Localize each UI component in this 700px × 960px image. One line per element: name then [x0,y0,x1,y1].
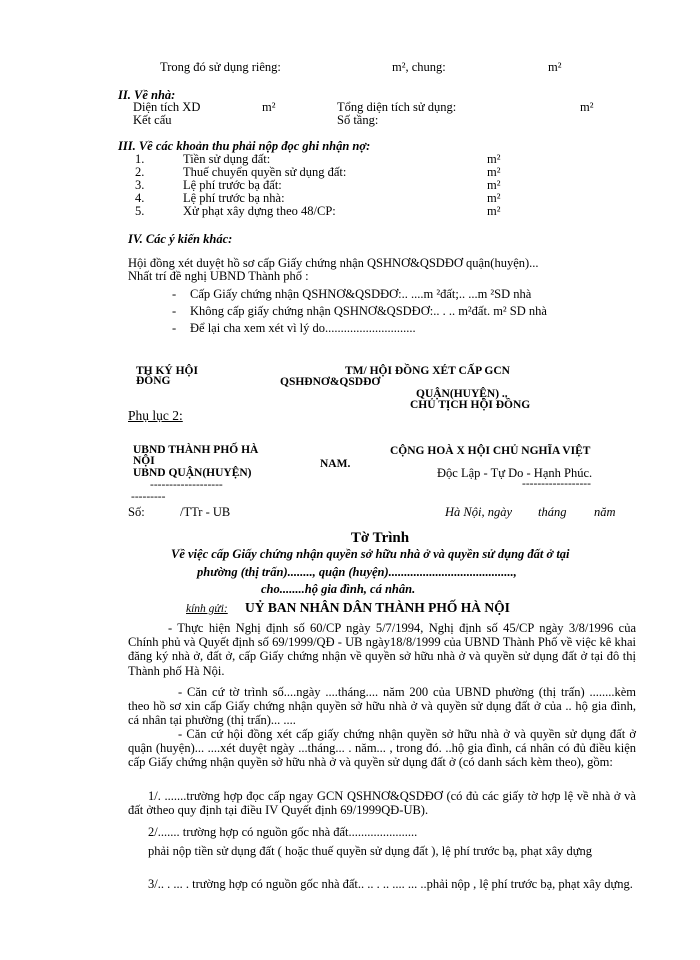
section-iii-heading: III. Về các khoản thu phải nộp đọc ghi nhận nợ: [118,139,371,153]
paragraph-case-3: 3/.. . ... . trường hợp có nguồn gốc nhà đất.. .. . .. .... ... ..phải nộp , lệ phí trước bạ, phạt xây dựng. [148,877,633,891]
doc-number-suffix: /TTr - UB [180,505,231,519]
unit-m2: m² [487,152,501,166]
bullet-dash: - [172,304,177,318]
issuer-name: UBND THÀNH PHỐ HÀ [133,444,259,456]
item-number: 2. [135,165,145,179]
separator: ------------------ [522,478,591,490]
unit-m2: m² [487,191,501,205]
floors-label: Số tầng: [337,113,379,127]
structure-label: Kết cấu [133,113,172,127]
private-use-label: Trong đó sử dụng riêng: [160,60,281,74]
built-area-label: Diện tích XD [133,100,201,114]
secretary-title-2: ĐỒNG [136,375,171,387]
paragraph-council: - Căn cứ hội đồng xét cấp giấy chứng nhận quyền sở hữu nhà ở và quyền sử dụng đất ở quận (huyện)... ....xét duyệt ngày ...tháng... . năm... , trong đó. ..hộ gia đình, cá nhân có đủ điều kiện cấp Giấy chứng nhận quyền sở hữu nhà ở và quyền sử dụng đất ở (có danh sách kèm theo), gồm: [128,727,636,770]
shared-use-label: m², chung: [392,60,446,74]
subject-line-2: phường (thị trấn)........, quận (huyện)........................................, [197,565,517,579]
item-number: 4. [135,191,145,205]
bullet-dash: - [172,287,177,301]
unit-m2: m² [487,178,501,192]
unit-m2: m² [487,165,501,179]
appendix-heading: Phụ lục 2: [128,408,183,423]
item-label: Lệ phí trước bạ nhà: [183,191,285,205]
separator: ------------------- [150,479,223,491]
option-grant: Cấp Giấy chứng nhận QSHNƠ&QSDĐƠ:.. ....m ²đất;.. ...m ²SD nhà [190,287,532,301]
unit-m2: m² [262,100,276,114]
section-ii-heading: II. Về nhà: [118,88,176,102]
council-chair-title-2: QSHĐNƠ&QSDĐƠ [280,376,381,388]
paragraph-legal-basis: - Thực hiện Nghị định số 60/CP ngày 5/7/1994, Nghị định số 45/CP ngày 3/8/1996 của Chính phủ và Quyết định số 69/1999/QĐ - UB ngày18/8/1999 của UBND Thành Phố về việc kê khai đăng ký nhà ở, đất ở, cấp Giấy chứng nhận về quyền sở hữu nhà ở và quyền sử dụng đất ở tại đô thị Thành phố Hà Nội. [128,621,636,678]
paragraph-submission: - Căn cứ tờ trình số....ngày ....tháng.... năm 200 của UBND phường (thị trấn) ........kèm theo hồ sơ xin cấp Giấy chứng nhận quyền sở hữu nhà ở và quyền sử dụng đất ở của .. hộ gia đình, cá nhân tại phường (thị trấn)... .... [128,685,636,728]
option-deny: Không cấp giấy chứng nhận QSHNƠ&QSDĐƠ:.. . .. m²đất. m² SD nhà [190,304,547,318]
council-line: Hội đồng xét duyệt hồ sơ cấp Giấy chứng nhận QSHNƠ&QSDĐƠ quận(huyện)... [128,256,539,270]
option-defer: Để lại cha xem xét vì lý do............................. [190,321,416,335]
subject-line-1: Về việc cấp Giấy chứng nhận quyền sở hữu nhà ở và quyền sử dụng đất ở tại [171,547,570,561]
council-chair-title-4: CHỦ TỊCH HỘI ĐỒNG [410,399,531,411]
unit-m2: m² [548,60,562,74]
item-number: 1. [135,152,145,166]
addressee-label: kính gửi: [186,603,228,615]
council-chair-title: TM/ HỘI ĐỒNG XÉT CẤP GCN [345,365,510,377]
unit-m2: m² [487,204,501,218]
separator: --------- [131,491,166,503]
doc-number-label: Số: [128,505,145,519]
item-label: Thuế chuyển quyền sử dụng đất: [183,165,347,179]
paragraph-case-2-detail: phải nộp tiền sử dụng đất ( hoặc thuế quyền sử dụng đất ), lệ phí trước bạ, phạt xây dựng [148,844,593,858]
paragraph-case-2: 2/....... trường hợp có nguồn gốc nhà đất...................... [148,825,418,839]
paragraph-case-1: 1/. .......trường hợp đọc cấp ngay GCN QSHNƠ&QSDĐƠ (có đủ các giấy tờ hợp lệ về nhà ở và đất ởtheo quy định tại điều IV Quyết định 69/1999QĐ-UB). [128,789,636,818]
section-iv-heading: IV. Các ý kiến khác: [128,232,233,246]
item-label: Xử phạt xây dựng theo 48/CP: [183,204,336,218]
date-month: tháng [538,505,567,519]
nation-motto: Độc Lập - Tự Do - Hạnh Phúc. [437,466,593,480]
date-place: Hà Nội, ngày [445,505,513,519]
item-label: Tiền sử dụng đất: [183,152,271,166]
item-number: 3. [135,178,145,192]
agree-line: Nhất trí đề nghị UBND Thành phố : [128,269,309,283]
unit-m2: m² [580,100,594,114]
secretary-title: TH KÝ HỘI [136,365,198,377]
date-year: năm [594,505,616,519]
bullet-dash: - [172,321,177,335]
council-chair-title-3: QUẬN(HUYỆN) .. [416,388,508,400]
issuer-district: UBND QUẬN(HUYỆN) [133,467,252,479]
document-title: Tờ Trình [350,530,410,546]
item-label: Lệ phí trước bạ đất: [183,178,282,192]
nation-suffix: NAM. [320,458,351,470]
item-number: 5. [135,204,145,218]
subject-line-3: cho........hộ gia đình, cá nhân. [261,582,416,596]
issuer-name-2: NỘI [133,455,155,467]
nation-title: CỘNG HOÀ X HỘI CHỦ NGHĨA VIỆT [390,445,591,457]
total-floor-area-label: Tổng diện tích sử dụng: [337,100,457,114]
addressee-name: UỶ BAN NHÂN DÂN THÀNH PHỐ HÀ NỘI [245,600,510,615]
